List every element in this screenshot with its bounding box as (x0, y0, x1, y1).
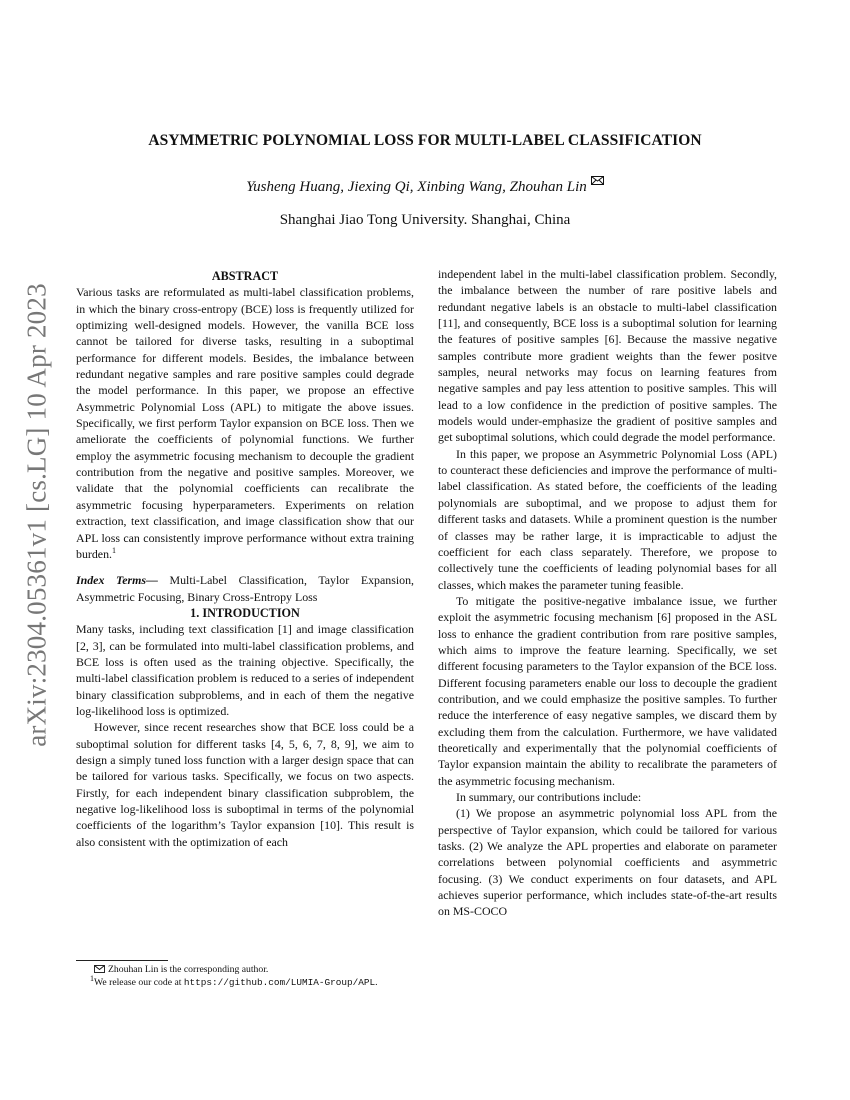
paper-title: ASYMMETRIC POLYNOMIAL LOSS FOR MULTI-LABEL CLASSIFICATION (148, 132, 702, 149)
footnote-divider (76, 960, 168, 961)
abstract-heading: ABSTRACT (211, 269, 279, 283)
intro-paragraph-2: However, since recent researches show that BCE loss could be a suboptimal solution for different tasks [4, 5, 6, 7, 8, 9], we aim to design a simply tuned loss function with a larger design space that can be tailored for various tasks. Specifically, we focus on two aspects. Firstly, for each independent binary classification subproblem, the negative log-likelihood loss is suboptimal in terms of the polynomial coefficients of the logarithm’s Taylor expansion [10]. This result is also consistent with the optimization of each (76, 720, 414, 849)
abstract-text: Various tasks are reformulated as multi-label classification problems, in which the binary cross-entropy (BCE) loss is frequently utilized for optimizing well-designed models. However, the vanilla BCE loss cannot be tailored for diverse tasks, resulting in a suboptimal performance for different models. Besides, the imbalance between redundant negative samples and rare positive samples could degrade the model performance. In this paper, we propose an effective Asymmetric Polynomial Loss (APL) to mitigate the above issues. Specifically, we first perform Taylor expansion on BCE loss. Then we ameliorate the coefficients of polynomial functions. We further employ the asymmetric focusing mechanism to decouple the gradient contribution from the negative and positive samples. Moreover, we validate that the polynomial coefficients can recalibrate the asymmetric focusing hyperparameters. Experiments on relation extraction, text classification, and image classification show that our APL loss can consistently improve performance without extra training burden. (76, 285, 414, 561)
index-terms (76, 572, 414, 605)
affiliation: Shanghai Jiao Tong University. Shanghai, China (279, 212, 571, 228)
arxiv-side-stamp (9, 283, 65, 747)
intro-paragraph-apl: In this paper, we propose an Asymmetric Polynomial Loss (APL) to counteract these deficiencies and improve the performance of multi-label classification. As stated before, the coefficients of the leading polynomials are suboptimal, and we propose to adjust them for different tasks and datasets. While a prominent question is the number of classes may be rather large, it is impracticable to adjust the coefficient for each class separately. Therefore, we propose to collectively tune the coefficients of leading polynomial bases for all classes, which makes the parameter tuning feasible. (438, 446, 777, 592)
author-line (60, 173, 790, 196)
code-url-link[interactable]: https://github.com/LUMIA-Group/APL (183, 977, 376, 988)
author-names: Yusheng Huang, Jiexing Qi, Xinbing Wang, Zhouhan Lin (246, 179, 587, 195)
abstract-footnote-mark[interactable]: 1 (112, 545, 116, 555)
arxiv-identifier: arXiv:2304.05361v1 [cs.LG] 10 Apr 2023 (21, 283, 52, 747)
abstract-body (76, 284, 414, 562)
index-terms-label: Index Terms— (76, 573, 158, 588)
footnote-code-text: We release our code at (94, 977, 184, 988)
footnote-corresponding-text: Zhouhan Lin is the corresponding author. (108, 964, 269, 975)
intro-paragraph-focusing: To mitigate the positive-negative imbalance issue, we further exploit the asymmetric focusing mechanism [6] proposed in the ASL loss to enhance the gradient contribution from rare positive samples, which aims to improve the feature learning. Specifically, we set different focusing parameters to the Taylor expansion of the BCE loss. Different focusing parameters enable our loss to decouple the gradient contribution, and we could emphasize the positive samples. To further reduce the interference of easy negative samples, we discard them by excluding them from the calculation. Furthermore, we have validated theoretically and experimentally that the polynomial coefficients of Taylor expansion maintain the ability to recalibrate the parameters of the asymmetric focusing mechanism. (438, 593, 777, 788)
footnote-code-end: . (375, 977, 378, 988)
envelope-icon (94, 964, 108, 975)
intro-paragraph-1: Many tasks, including text classification [1] and image classification [2, 3], can be formulated into multi-label classification problems, and BCE loss is often used as the training objective. Specifically, the multi-label classification problem is reduced to a series of independent binary classification subproblems, and in each of them the negative log-likelihood loss is optimized. (76, 622, 414, 718)
intro-paragraph-summary: In summary, our contributions include: (456, 790, 642, 804)
intro-paragraph-contributions: (1) We propose an asymmetric polynomial loss APL from the perspective of Taylor expansion, which could be tailored for various tasks. (2) We analyze the APL properties and elaborate on parameter correlations between polynomial coefficients and asymmetric focusing. (3) We conduct experiments on four datasets, and APL achieves superior performance, which includes state-of-the-art results on MS-COCO (438, 806, 777, 919)
footnotes (76, 963, 416, 989)
introduction-heading: 1. INTRODUCTION (190, 605, 300, 620)
right-column (438, 266, 777, 920)
intro-paragraph-continued: independent label in the multi-label classification problem. Secondly, the imbalance between the number of rare positive labels and redundant negative labels is an obstacle to multi-label classification [11], and consequently, BCE loss is a suboptimal solution for learning the features of positive samples [6]. Because the massive negative samples contribute more gradient weights than the fewer positve samples, neural networks may focus on learning features from negative samples and pay less attention to positive samples. This will lead to a low confidence in the prediction of positive samples. The models would under-emphasize the gradient of positive samples and get suboptimal solutions, which could degrade the model performance. (438, 267, 777, 445)
index-terms-text: Multi-Label Classification, Taylor Expansion, Asymmetric Focusing, Binary Cross-Entropy Loss (76, 573, 414, 604)
footnote-code (76, 973, 416, 989)
footnote-corresponding (76, 963, 416, 976)
footnote-code-mark: 1 (90, 973, 94, 983)
envelope-icon (591, 173, 604, 190)
left-column (76, 268, 414, 850)
